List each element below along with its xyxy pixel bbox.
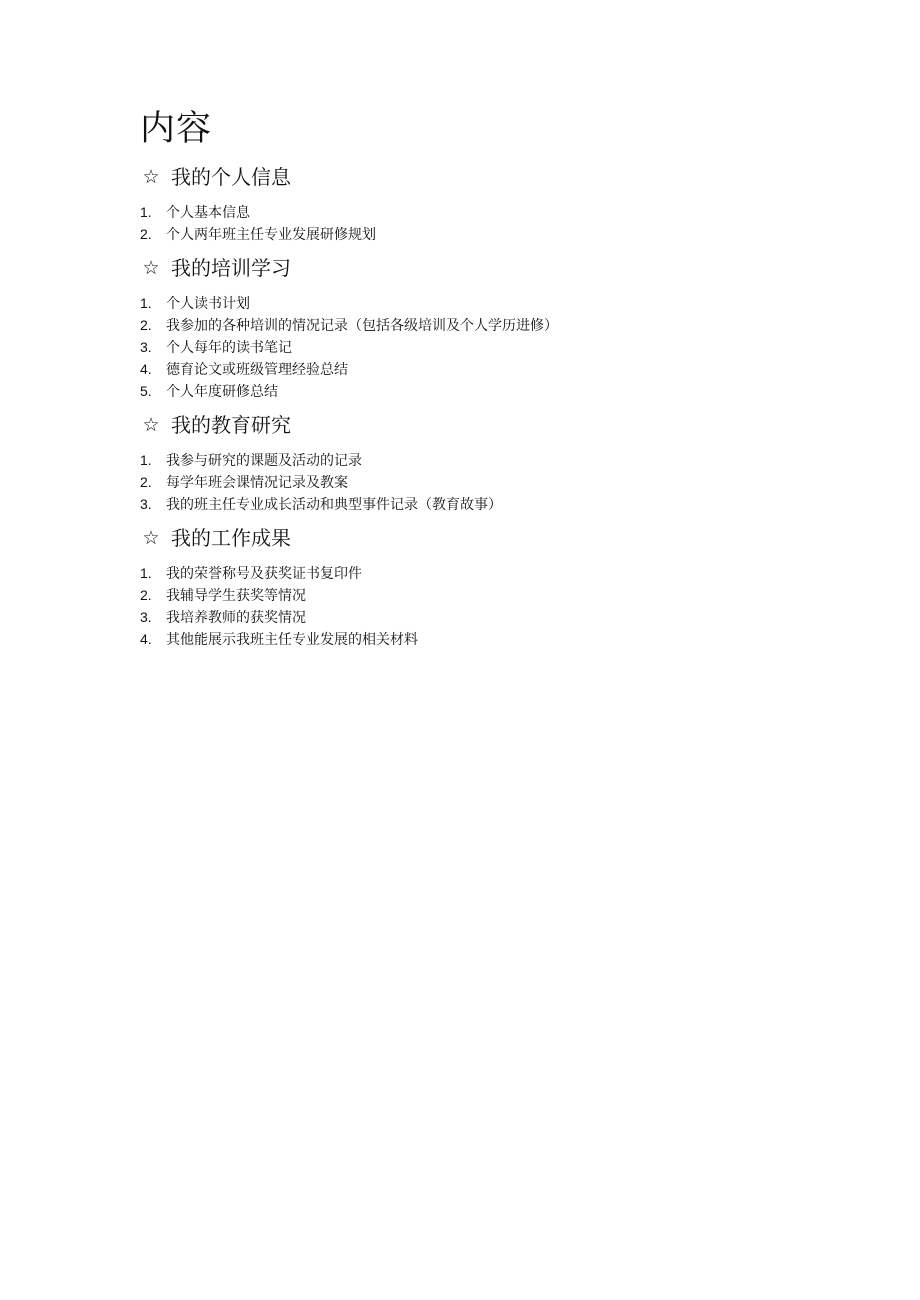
- item-text: 个人读书计划: [166, 296, 250, 312]
- section-heading: [140, 415, 800, 435]
- list-item: [140, 584, 800, 606]
- list-item: [140, 358, 800, 380]
- document-page: [140, 109, 800, 663]
- list-item: [140, 562, 800, 584]
- section-heading: [140, 528, 800, 548]
- item-text: 我参加的各种培训的情况记录（包括各级培训及个人学历进修）: [166, 318, 558, 334]
- star-icon: ☆: [142, 256, 160, 279]
- section-list: [140, 449, 800, 515]
- item-number: 2.: [140, 317, 152, 333]
- section-list: [140, 562, 800, 650]
- item-number: 1.: [140, 204, 152, 220]
- list-item: [140, 493, 800, 515]
- list-item: [140, 449, 800, 471]
- item-number: 2.: [140, 587, 152, 603]
- section-training: [140, 258, 800, 402]
- list-item: [140, 628, 800, 650]
- item-text: 个人每年的读书笔记: [166, 340, 292, 356]
- list-item: [140, 336, 800, 358]
- item-number: 4.: [140, 361, 152, 377]
- list-item: [140, 606, 800, 628]
- star-icon: ☆: [142, 526, 160, 549]
- section-title: 我的工作成果: [171, 526, 291, 550]
- item-text: 我参与研究的课题及活动的记录: [166, 453, 362, 469]
- section-heading: [140, 167, 800, 187]
- list-item: [140, 223, 800, 245]
- item-text: 我的班主任专业成长活动和典型事件记录（教育故事）: [166, 497, 502, 513]
- item-number: 1.: [140, 565, 152, 581]
- item-number: 4.: [140, 631, 152, 647]
- item-text: 我培养教师的获奖情况: [166, 610, 306, 626]
- item-text: 每学年班会课情况记录及教案: [166, 475, 348, 491]
- item-text: 个人两年班主任专业发展研修规划: [166, 227, 376, 243]
- section-work-results: [140, 528, 800, 650]
- section-title: 我的培训学习: [171, 256, 291, 280]
- item-text: 德育论文或班级管理经验总结: [166, 362, 348, 378]
- item-number: 1.: [140, 452, 152, 468]
- section-personal-info: [140, 167, 800, 245]
- section-list: [140, 292, 800, 402]
- list-item: [140, 292, 800, 314]
- list-item: [140, 471, 800, 493]
- item-text: 我的荣誉称号及获奖证书复印件: [166, 566, 362, 582]
- star-icon: ☆: [142, 413, 160, 436]
- item-number: 2.: [140, 474, 152, 490]
- item-text: 个人基本信息: [166, 205, 250, 221]
- star-icon: ☆: [142, 165, 160, 188]
- item-text: 其他能展示我班主任专业发展的相关材料: [166, 632, 418, 648]
- item-text: 我辅导学生获奖等情况: [166, 588, 306, 604]
- list-item: [140, 314, 800, 336]
- item-number: 2.: [140, 226, 152, 242]
- section-title: 我的教育研究: [171, 413, 291, 437]
- list-item: [140, 201, 800, 223]
- item-number: 1.: [140, 295, 152, 311]
- section-title: 我的个人信息: [171, 165, 291, 189]
- document-title: 内容: [140, 109, 213, 149]
- list-item: [140, 380, 800, 402]
- item-number: 3.: [140, 609, 152, 625]
- section-education-research: [140, 415, 800, 515]
- item-number: 3.: [140, 339, 152, 355]
- item-number: 3.: [140, 496, 152, 512]
- item-text: 个人年度研修总结: [166, 384, 278, 400]
- section-heading: [140, 258, 800, 278]
- section-list: [140, 201, 800, 245]
- item-number: 5.: [140, 383, 152, 399]
